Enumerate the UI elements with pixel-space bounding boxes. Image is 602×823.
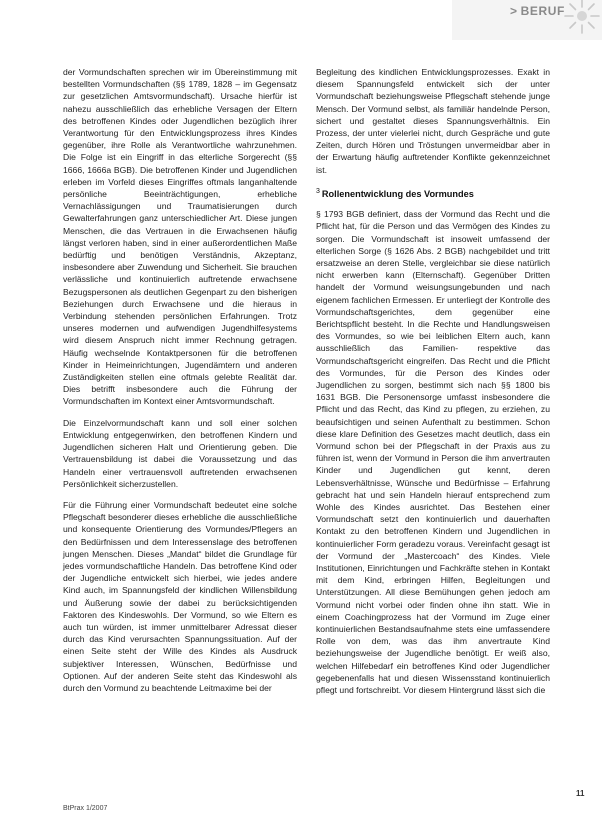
- section-label: BERUF: [520, 4, 565, 18]
- header-arrow: >: [510, 4, 518, 18]
- left-paragraph-2: Die Einzelvormundschaft kann und soll einer solchen Entwicklung entgegenwirken, den betroffenen Kindern und Jugendlichen sicheren Halt und Orientierung geben. Die Vertrauensbildung ist dabei die Voraussetzung und das Handeln einer vertrauensvoll auftretenden erwachsenen Persönlichkeit sicherzustellen.: [63, 417, 297, 489]
- left-paragraph-3: Für die Führung einer Vormundschaft bedeutet eine solche Pflegschaft besonderer dieses erhebliche die ausschließliche und konsequente Orientierung des Vormundes/Pflegers an den Bedürfnissen und dem Interessenslage des betroffenen jungen Menschen. Dieses „Mandat“ bildet die Grundlage für jedes vormundschaftliche Handeln. Das betroffene Kind oder der Jugendliche entwickelt sich hierbei, wie jedes andere Kind auch, im Spannungsfeld der kindlichen Willensbildung und Äußerung sowie der dabei zu berücksichtigenden Faktoren des Kindeswohls. Der Vormund, so wie Eltern es auch tun würden, ist immer unmittelbarer Adressat dieser durch das Kind verursachten Spannungssituation. Auf der einen Seite steht der Wille des Kindes als Ausdruck subjektiver Interessen, Wünschen, Bedürfnisse und Optionen. Auf der anderen Seite steht das Kindeswohl als durch den Vormund zu beachtende Leitmaxime bei der: [63, 499, 297, 693]
- subheading-title: Rollenentwicklung des Vormundes: [321, 188, 474, 199]
- right-paragraph-1: Begleitung des kindlichen Entwicklungsprozesses. Exakt in diesem Spannungsfeld entwickelt sich der unter Vormundschaft beziehungsweise Pflegschaft stehende junge Mensch. Der Vormund selbst, als familiär handelnde Person, sichert und gestaltet dieses Spannungsverhältnis. Ein Prozess, der unter vielerlei nicht, durch Gespräche und gute Zeiten, durch Hören und Tröstungen unvermeidbar aber in der Erwartung häufig auftretender Konflikte gekennzeichnet ist.: [316, 67, 550, 175]
- page-number: 11: [576, 789, 585, 798]
- section-header: [510, 4, 565, 18]
- publication-footer: BtPrax 1/2007: [63, 805, 108, 812]
- subheading-index: 3: [316, 187, 320, 195]
- section-subheading: [316, 186, 550, 200]
- right-column: [316, 66, 550, 705]
- left-paragraph-1: der Vormundschaften sprechen wir im Übereinstimmung mit bestellten Vormundschaften (§§ 1789, 1828 – im Gegensatz zur gesetzlichen Amtsvormundschaft). Ursache hierfür ist nahezu ausschließlich das erhebliche Versagen der Eltern des betroffenen Kindes oder Jugendlichen bezüglich ihrer Verantwortung für den Entwicklungsprozess ihres Kindes gegenüber, ihre Rolle als Verantwortliche wahrzunehmen. Die Folge ist ein Eingriff in das elterliche Sorgerecht (§§ 1666, 1666a BGB). Die betroffenen Kinder und Jugendlichen erleben im Vorfeld dieses Eingriffes oftmals langanhaltende persönliche Beeinträchtigungen, erhebliche Vernachlässigungen und Traumatisierungen durch Gewalterfahrungen ganz unterschiedlicher Art. Diese jungen Menschen, die das Vertrauen in die Erwachsenen häufig längst verloren haben, sind in einer außerordentlichen Maße bedürftig und benötigen Verständnis, Akzeptanz, insbesondere aber Zuwendung und Sicherheit. Sie brauchen verlässliche und kontinuierlich auftretende erwachsene Bezugspersonen als deutlichen Gegenpart zu den bisherigen Beziehungen durch Erwachsene und die hieraus in Verbindung stehenden persönlichen Erfahrungen. Trotz unseres modernen und aufwendigen Jugendhilfesystems wird diesem Anspruch nicht immer Rechnung getragen. Häufig wechselnde Kontaktpersonen für die betroffenen Kinder in Heimeinrichtungen, Jugendämtern und anderen Zuständigkeiten stellen eine oftmals gelebte Realität dar. Dies betrifft insbesondere auch die Führung der Vormundschaften im Kontext einer Amtsvormundschaft.: [63, 67, 297, 407]
- left-column: [63, 66, 297, 703]
- sunburst-logo-icon: [562, 0, 602, 36]
- right-paragraph-2: § 1793 BGB definiert, dass der Vormund das Recht und die Pflicht hat, für die Person und das Vermögen des Kindes zu sorgen. Die Vormundschaft ist insoweit umfassend der elterlichen Sorge (§ 1626 Abs. 2 BGB) nachgebildet und tritt ersatzweise an deren Stelle, vergleichbar sie diese natürlich nicht erwerben kann (Elternschaft). Gegenüber Dritten handelt der Vormund weisungsungebunden und nach eigenem fachlichen Ermessen. Er unterliegt der Kontrolle des Vormundschaftsgerichtes, dem gegenüber eine Berichtspflicht besteht. In die Rechte und Handlungsweisen des Vormundes, so wie bei leiblichen Eltern auch, kann ausschließlich das Familien- respektive das Vormundschaftsgericht eingreifen. Das Recht und die Pflicht des Vormundes, für die Person des Kindes oder Jugendlichen zu sorgen, bestimmt sich nach §§ 1800 bis 1631 BGB. Die Personensorge umfasst insbesondere die Pflicht und das Recht, das Kind zu pflegen, zu erziehen, zu beaufsichtigen und seinen Aufenthalt zu bestimmen. Schon diese klare Definition des Gesetzes macht deutlich, dass ein Vormund schon bei der Pflegschaft in der Praxis aus zu führen ist, wenn der Vormund in Person die ihm anvertrauten Kinder und Jugendlichen gut kennt, deren Lebensverhältnisse, Wünsche und Bedürfnisse – Erfahrung gebracht hat und sein Handeln hierauf entsprechend zum Wohle des Kindes ausrichtet. Das Bestehen einer Vormundschaft setzt den kontinuierlich und dauerhaften Kontakt zu den betroffenen Kindern und Jugendlichen in kontinuierlicher Form geradezu voraus. Vereinfacht gesagt ist der Vormund der „Mastercoach“ des Kindes. Viele Institutionen, Einrichtungen und Fachkräfte stehen in Kontakt mit dem Kind, erbringen Hilfen, Begleitungen und Unterstützungen. All diese Bemühungen gehen jedoch am Vormund nicht vorbei oder finden ohne ihn statt. Wie in einem Coachingprozess hat der Vormund im Zuge einer kontinuierlichen Bestandsaufnahme stets eine umfassendere Rolle von dem, was das ihm anvertraute Kind beziehungsweise der Jugendliche benötigt. Er weiß also, welchen Hilfebedarf ein betroffenes Kind oder Jugendlicher gegebenenfalls hat und diesen Wissensstand kontinuierlich pflegt und fortschreibt. Vor diesem Hintergrund lässt sich die: [316, 209, 550, 696]
